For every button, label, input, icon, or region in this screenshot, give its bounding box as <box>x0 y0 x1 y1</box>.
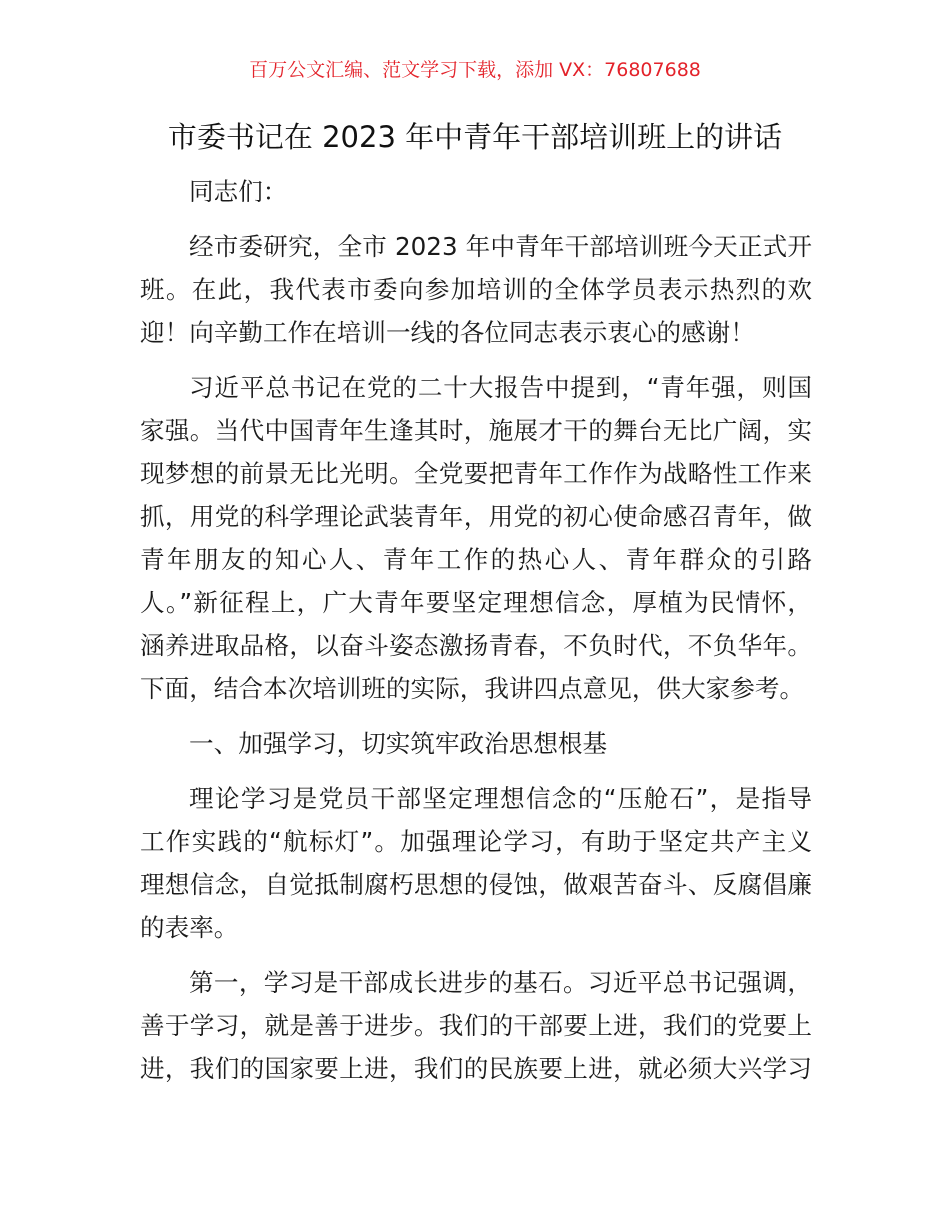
paragraph-line: 理论学习是党员干部坚定理想信念的“压舱石”，是指导 <box>189 784 812 813</box>
paragraph-line: 下面，结合本次培训班的实际，我讲四点意见，供大家参考。 <box>140 674 805 703</box>
watermark-banner: 百万公文汇编、范文学习下载，添加 VX：76807688 <box>249 59 701 81</box>
paragraph-line: 现梦想的前景无比光明。全党要把青年工作作为战略性工作来 <box>140 459 812 488</box>
document-title: 市委书记在 2023 年中青年干部培训班上的讲话 <box>167 120 783 154</box>
paragraph-line: 青年朋友的知心人、青年工作的热心人、青年群众的引路 <box>140 545 812 574</box>
paragraph-line: 的表率。 <box>140 913 239 942</box>
paragraph-2 <box>140 366 812 710</box>
paragraph-line: 班。在此，我代表市委向参加培训的全体学员表示热烈的欢 <box>140 275 812 304</box>
salutation <box>140 170 812 213</box>
paragraph-4 <box>140 961 812 1090</box>
paragraph-line: 进，我们的国家要上进，我们的民族要上进，就必须大兴学习 <box>140 1054 812 1083</box>
paragraph-line: 经市委研究，全市 2023 年中青年干部培训班今天正式开 <box>189 232 812 261</box>
document-body <box>140 170 812 1090</box>
paragraph-line: 工作实践的“航标灯”。加强理论学习，有助于坚定共产主义 <box>140 827 812 856</box>
paragraph-line: 迎！向辛勤工作在培训一线的各位同志表示衷心的感谢！ <box>140 318 755 347</box>
salutation-line: 同志们： <box>189 177 288 206</box>
paragraph-line: 善于学习，就是善于进步。我们的干部要上进，我们的党要上 <box>140 1011 812 1040</box>
paragraph-line: 涵养进取品格，以奋斗姿态激扬青春，不负时代，不负华年。 <box>140 631 812 660</box>
section-heading-1 <box>140 722 812 765</box>
section-heading-line: 一、加强学习，切实筑牢政治思想根基 <box>189 729 608 758</box>
paragraph-line: 理想信念，自觉抵制腐朽思想的侵蚀，做艰苦奋斗、反腐倡廉 <box>140 870 812 899</box>
paragraph-line: 人。”新征程上，广大青年要坚定理想信念，厚植为民情怀， <box>140 588 812 617</box>
paragraph-line: 家强。当代中国青年生逢其时，施展才干的舞台无比广阔，实 <box>140 416 812 445</box>
paragraph-1 <box>140 225 812 354</box>
paragraph-line: 第一，学习是干部成长进步的基石。习近平总书记强调， <box>189 968 812 997</box>
paragraph-line: 习近平总书记在党的二十大报告中提到，“青年强，则国 <box>189 373 812 402</box>
paragraph-line: 抓，用党的科学理论武装青年，用党的初心使命感召青年，做 <box>140 502 812 531</box>
paragraph-3 <box>140 777 812 949</box>
